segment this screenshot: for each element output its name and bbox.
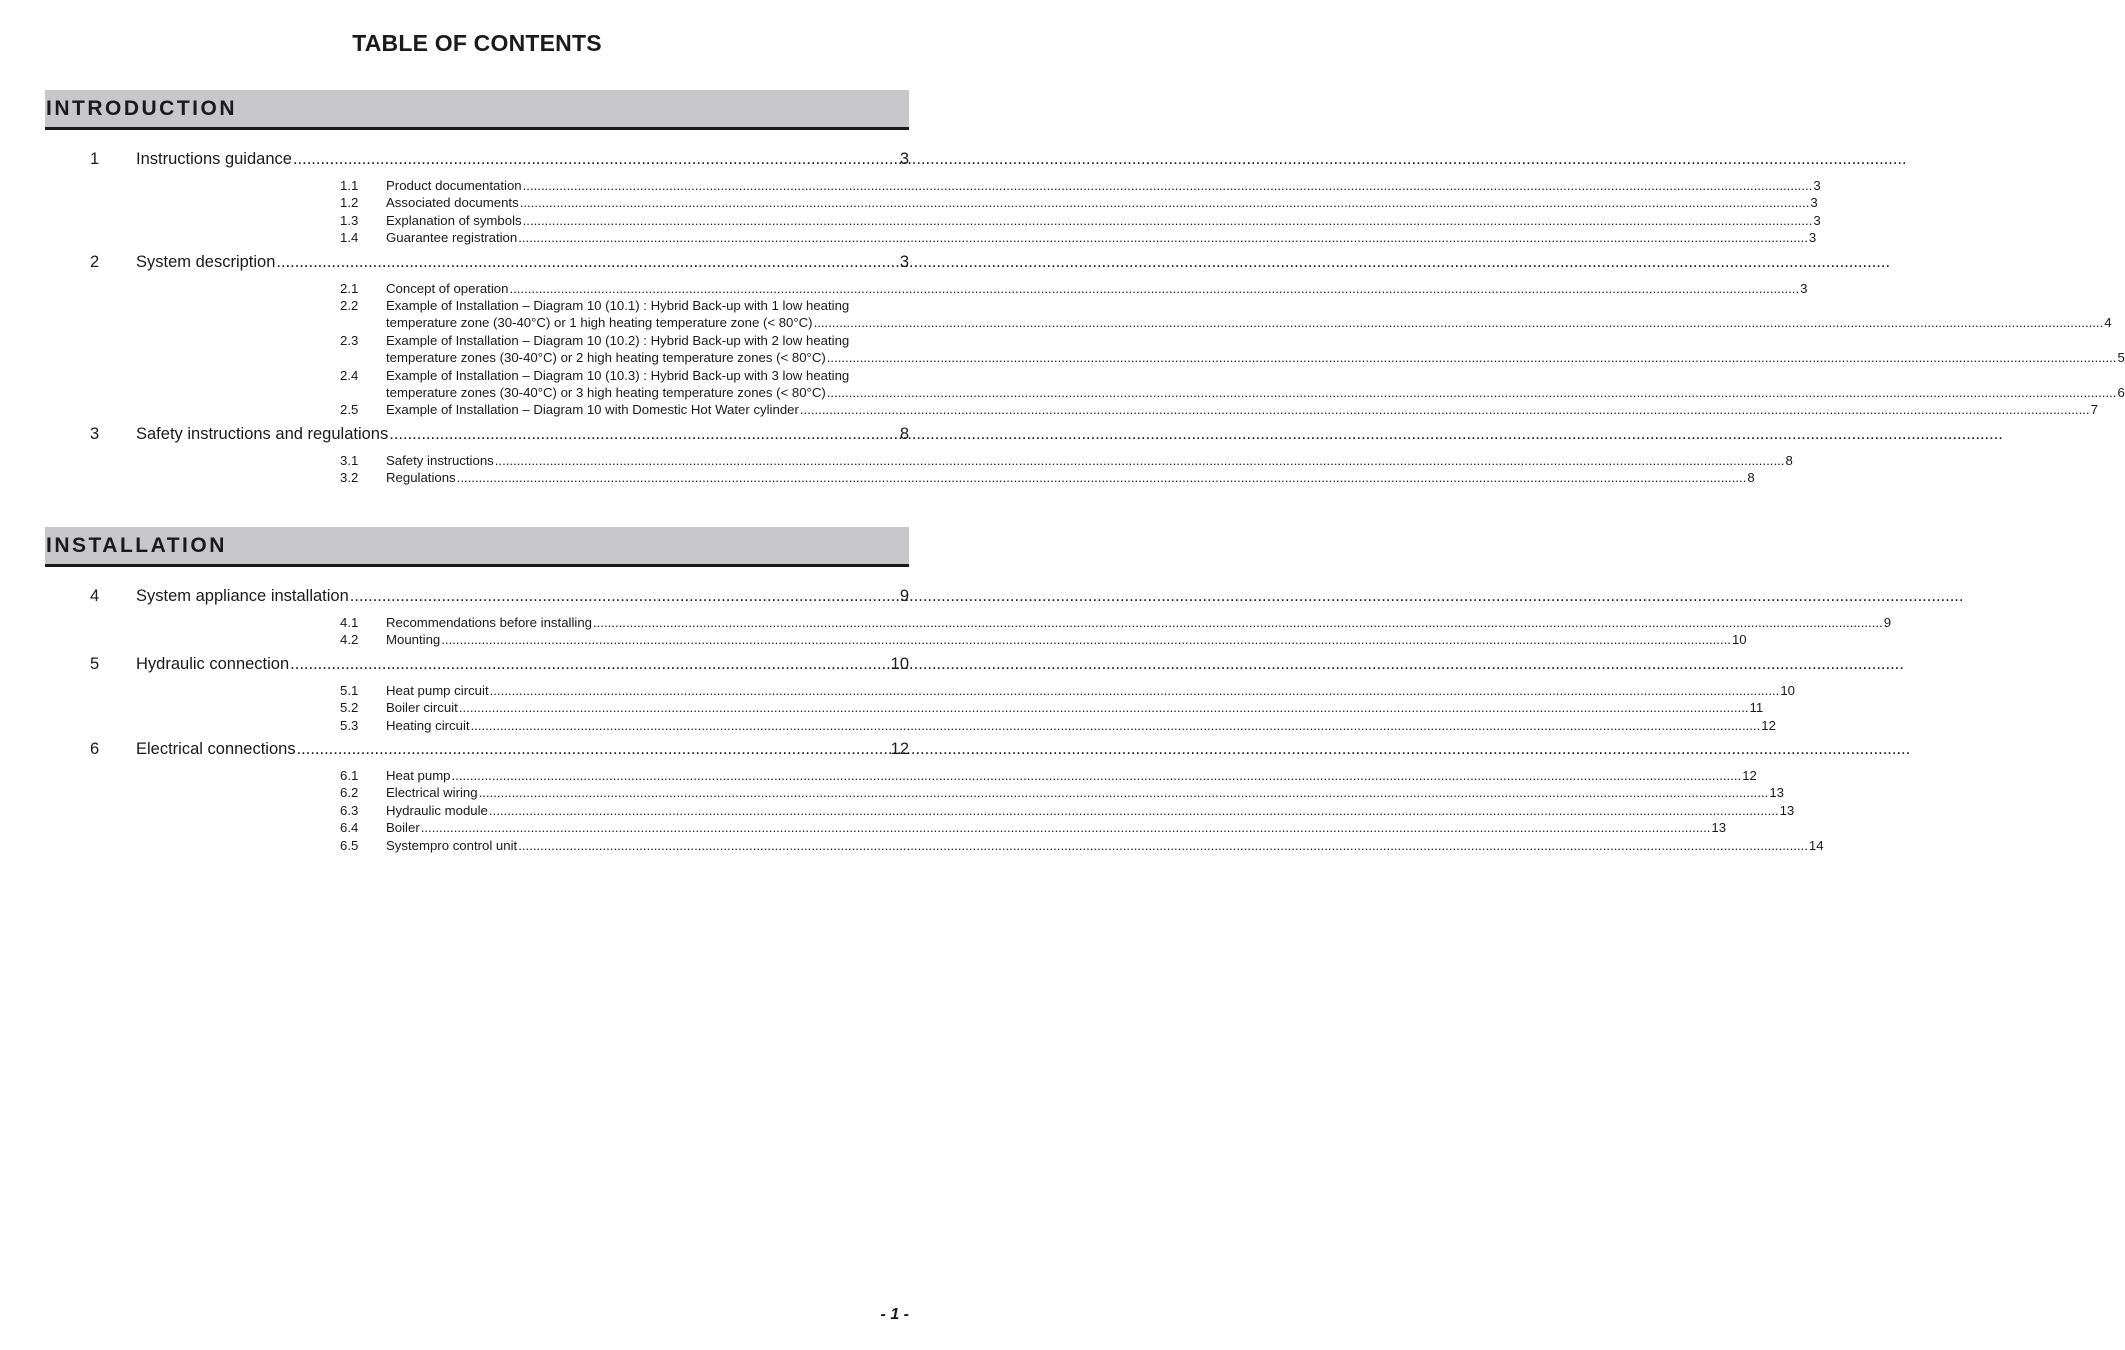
subsection-title-line: Product documentation: [386, 178, 522, 193]
chapter-number: 6: [90, 740, 100, 759]
dot-leader: [389, 425, 899, 444]
subsection-page-number: 10: [1731, 632, 1747, 648]
subsection-title-last-line: [386, 682, 1795, 699]
toc-subsection-list: [340, 614, 1892, 649]
subsection-body: [386, 212, 1821, 229]
subsection-title-last-line: [386, 314, 2112, 331]
subsection-title-line: Example of Installation – Diagram 10 (10.1) : Hybrid Back-up with 1 low heating: [386, 298, 850, 314]
dot-leader: [509, 280, 1799, 297]
subsection-title-last-line: [386, 837, 1824, 854]
chapter-page-number: 9: [899, 587, 909, 605]
subsection-title-last-line: [386, 631, 1747, 648]
toc-subsection-list: [340, 280, 2125, 419]
subsection-page-number: 11: [1749, 700, 1764, 716]
subsection-body: [386, 469, 1755, 486]
subsection-number: 3.2: [340, 470, 359, 486]
subsection-body: [386, 332, 2125, 367]
toc-subsection-entry[interactable]: [340, 837, 1824, 854]
subsection-body: [386, 717, 1776, 734]
subsection-title-last-line: [386, 614, 1891, 631]
subsection-page-number: 4: [2104, 315, 2112, 331]
dot-leader: [520, 194, 1810, 211]
subsection-title-last-line: [386, 452, 1793, 469]
subsection-body: [386, 699, 1763, 716]
toc-subsection-entry[interactable]: [340, 631, 1747, 648]
section-entries: [45, 587, 1892, 854]
chapter-page-number: 3: [899, 150, 909, 168]
chapter-page-number: 3: [899, 252, 909, 271]
chapter-number: 2: [90, 252, 100, 271]
subsection-number: 6.2: [340, 785, 359, 801]
subsection-page-number: 9: [1883, 615, 1892, 630]
subsection-body: [386, 682, 1795, 699]
subsection-title-line: Regulations: [386, 470, 456, 486]
subsection-number: 5.2: [340, 700, 359, 716]
toc-subsection-entry[interactable]: [340, 297, 2112, 332]
subsection-title-line: Example of Installation – Diagram 10 with Domestic Hot Water cylinder: [386, 402, 799, 418]
toc-chapter-entry[interactable]: [45, 150, 909, 174]
chapter-title: Instructions guidance: [136, 150, 292, 168]
dot-leader: [290, 655, 889, 674]
subsection-number: 6.1: [340, 768, 359, 784]
toc-chapter: [45, 740, 1824, 854]
subsection-title-last-line: [386, 212, 1821, 229]
subsection-title-last-line: [386, 349, 2125, 366]
subsection-number: 2.2: [340, 298, 359, 314]
subsection-title-line: Explanation of symbols: [386, 212, 522, 228]
subsection-number: 6.5: [340, 837, 359, 853]
chapter-page-number: 12: [890, 740, 909, 759]
section-introduction: [45, 90, 2125, 493]
subsection-number: 2.3: [340, 332, 359, 348]
dot-leader: [489, 802, 1779, 819]
subsection-body: [386, 614, 1891, 631]
toc-chapter: [45, 587, 1892, 649]
subsection-page-number: 13: [1779, 802, 1795, 818]
toc-subsection-entry[interactable]: [340, 614, 1892, 631]
subsection-body: [386, 802, 1794, 819]
chapter-number: 5: [90, 654, 100, 673]
subsection-title-line: Associated documents: [386, 195, 519, 211]
toc-subsection-entry[interactable]: [340, 699, 1764, 716]
toc-subsection-entry[interactable]: [340, 767, 1757, 784]
toc-subsection-entry[interactable]: [340, 332, 2125, 367]
dot-leader: [800, 401, 2090, 418]
section-heading: INSTALLATION: [46, 533, 227, 557]
subsection-title-last-line: [386, 384, 2125, 401]
subsection-page-number: 3: [1813, 212, 1821, 228]
subsection-title-line: Hydraulic module: [386, 802, 488, 818]
subsection-title-last-line: [386, 717, 1776, 734]
toc-chapter: [45, 150, 1821, 247]
subsection-number: 4.2: [340, 632, 359, 648]
dot-leader: [452, 767, 1742, 784]
chapter-page-number: 8: [899, 424, 909, 443]
subsection-title-line: Electrical wiring: [386, 785, 478, 801]
subsection-body: [386, 229, 1816, 246]
subsection-page-number: 3: [1813, 178, 1821, 193]
toc-chapter: [45, 424, 1793, 487]
dot-leader: [471, 717, 1761, 734]
subsection-title-last-line: [386, 194, 1818, 211]
toc-subsection-list: [340, 682, 1795, 734]
toc-subsection-list: [340, 177, 1821, 247]
dot-leader: [495, 452, 1785, 469]
subsection-title-line: Boiler: [386, 820, 420, 836]
subsection-number: 3.1: [340, 452, 359, 468]
dot-leader: [518, 837, 1808, 854]
subsection-number: 6.3: [340, 802, 359, 818]
toc-chapter-entry[interactable]: [45, 587, 909, 611]
subsection-title-line: Safety instructions: [386, 452, 494, 468]
toc-subsection-entry[interactable]: [340, 212, 1821, 229]
toc-subsection-entry[interactable]: [340, 367, 2125, 402]
toc-subsection-list: [340, 767, 1824, 854]
section-heading-band: [45, 90, 909, 130]
dot-leader: [593, 614, 1883, 631]
subsection-page-number: 8: [1785, 452, 1793, 468]
chapter-title: System appliance installation: [136, 587, 349, 605]
subsection-title-last-line: [386, 699, 1763, 716]
subsection-body: [386, 631, 1747, 648]
toc-subsection-entry[interactable]: [340, 469, 1755, 486]
chapter-number: 4: [90, 587, 100, 605]
toc-subsection-entry[interactable]: [340, 229, 1817, 246]
dot-leader: [479, 784, 1769, 801]
subsection-body: [386, 367, 2125, 402]
subsection-number: 4.1: [340, 615, 359, 630]
subsection-title-line: Concept of operation: [386, 280, 509, 296]
subsection-body: [386, 280, 1807, 297]
toc-chapter-entry[interactable]: [45, 655, 909, 679]
subsection-title-line: Recommendations before installing: [386, 615, 592, 630]
section-installation: [45, 527, 1892, 860]
subsection-page-number: 8: [1747, 470, 1755, 486]
subsection-title-line: Example of Installation – Diagram 10 (10.3) : Hybrid Back-up with 3 low heating: [386, 367, 850, 383]
section-heading-band: [45, 527, 909, 567]
subsection-page-number: 14: [1808, 837, 1824, 853]
dot-leader: [523, 212, 1813, 229]
toc-subsection-entry[interactable]: [340, 819, 1727, 836]
subsection-title-line: Mounting: [386, 632, 441, 648]
dot-leader: [827, 384, 2117, 401]
page-number: - 1 -: [880, 1306, 909, 1323]
dot-leader: [827, 349, 2117, 366]
subsection-body: [386, 452, 1793, 469]
subsection-number: 1.2: [340, 195, 359, 211]
subsection-body: [386, 297, 2112, 332]
subsection-title-line: Example of Installation – Diagram 10 (10.2) : Hybrid Back-up with 2 low heating: [386, 332, 850, 348]
subsection-title-last-line: [386, 177, 1821, 194]
dot-leader: [814, 314, 2104, 331]
subsection-body: [386, 767, 1757, 784]
toc-subsection-entry[interactable]: [340, 177, 1821, 194]
subsection-body: [386, 194, 1818, 211]
subsection-body: [386, 784, 1784, 801]
toc-chapter-entry[interactable]: [45, 425, 909, 449]
subsection-title-line: Heat pump: [386, 768, 451, 784]
subsection-title-line: Boiler circuit: [386, 700, 458, 716]
section-heading: INTRODUCTION: [46, 96, 237, 120]
toc-chapter-entry[interactable]: [45, 253, 909, 277]
dot-leader: [297, 740, 890, 759]
subsection-title-last-line: [386, 767, 1757, 784]
section-entries: [45, 150, 2125, 487]
toc-subsection-entry[interactable]: [340, 452, 1793, 469]
subsection-number: 1.1: [340, 178, 359, 193]
subsection-number: 5.1: [340, 682, 359, 698]
chapter-number: 1: [90, 150, 100, 168]
subsection-title-line: Heat pump circuit: [386, 682, 489, 698]
subsection-title-line: Guarantee registration: [386, 230, 518, 246]
dot-leader: [350, 587, 899, 606]
subsection-title-line: temperature zones (30-40°C) or 2 high heating temperature zones (< 80°C): [386, 350, 826, 366]
subsection-page-number: 10: [1780, 682, 1795, 698]
subsection-title-last-line: [386, 802, 1794, 819]
toc-subsection-entry[interactable]: [340, 717, 1776, 734]
subsection-title-last-line: [386, 280, 1807, 297]
subsection-body: [386, 177, 1821, 194]
toc-subsection-entry[interactable]: [340, 682, 1795, 699]
toc-subsection-entry[interactable]: [340, 401, 2098, 418]
subsection-number: 2.4: [340, 367, 359, 383]
subsection-body: [386, 837, 1824, 854]
subsection-page-number: 13: [1769, 785, 1784, 801]
dot-leader: [293, 150, 899, 169]
subsection-page-number: 12: [1742, 768, 1757, 784]
chapter-title: Safety instructions and regulations: [136, 424, 389, 443]
chapter-page-number: 10: [890, 654, 909, 673]
subsection-title-line: Heating circuit: [386, 717, 470, 733]
page-title: TABLE OF CONTENTS: [352, 30, 602, 56]
dot-leader: [490, 682, 1780, 699]
dot-leader: [518, 229, 1808, 246]
subsection-page-number: 3: [1810, 195, 1818, 211]
subsection-number: 2.1: [340, 280, 359, 296]
dot-leader: [276, 253, 898, 272]
subsection-page-number: 3: [1800, 280, 1808, 296]
subsection-body: [386, 401, 2098, 418]
toc-subsection-entry[interactable]: [340, 784, 1784, 801]
subsection-number: 5.3: [340, 717, 359, 733]
chapter-number: 3: [90, 424, 100, 443]
subsection-page-number: 6: [2117, 385, 2125, 401]
subsection-title-last-line: [386, 784, 1784, 801]
toc-subsection-list: [340, 452, 1793, 487]
subsection-number: 1.3: [340, 212, 359, 228]
subsection-title-last-line: [386, 469, 1755, 486]
dot-leader: [421, 819, 1711, 836]
subsection-body: [386, 819, 1726, 836]
subsection-title-line: Systempro control unit: [386, 837, 518, 853]
subsection-page-number: 3: [1808, 230, 1817, 246]
toc-chapter: [45, 654, 1795, 734]
subsection-number: 1.4: [340, 230, 359, 246]
toc-chapter: [45, 252, 2125, 419]
dot-leader: [523, 177, 1813, 194]
subsection-page-number: 5: [2117, 350, 2125, 366]
toc-subsection-entry[interactable]: [340, 802, 1795, 819]
subsection-number: 6.4: [340, 820, 359, 836]
chapter-title: Hydraulic connection: [136, 654, 290, 673]
subsection-page-number: 7: [2090, 402, 2098, 418]
subsection-title-last-line: [386, 401, 2098, 418]
subsection-number: 2.5: [340, 402, 359, 418]
subsection-page-number: 13: [1711, 820, 1727, 836]
toc-subsection-entry[interactable]: [340, 280, 1808, 297]
subsection-title-last-line: [386, 819, 1726, 836]
subsection-page-number: 12: [1761, 717, 1776, 733]
subsection-title-line: temperature zones (30-40°C) or 3 high heating temperature zones (< 80°C): [386, 385, 826, 401]
subsection-title-line: temperature zone (30-40°C) or 1 high heating temperature zone (< 80°C): [386, 315, 813, 331]
subsection-title-last-line: [386, 229, 1816, 246]
chapter-title: System description: [136, 252, 276, 271]
dot-leader: [457, 469, 1747, 486]
dot-leader: [441, 631, 1731, 648]
chapter-title: Electrical connections: [136, 740, 296, 759]
toc-chapter-entry[interactable]: [45, 740, 909, 764]
dot-leader: [459, 699, 1749, 716]
toc-subsection-entry[interactable]: [340, 194, 1818, 211]
